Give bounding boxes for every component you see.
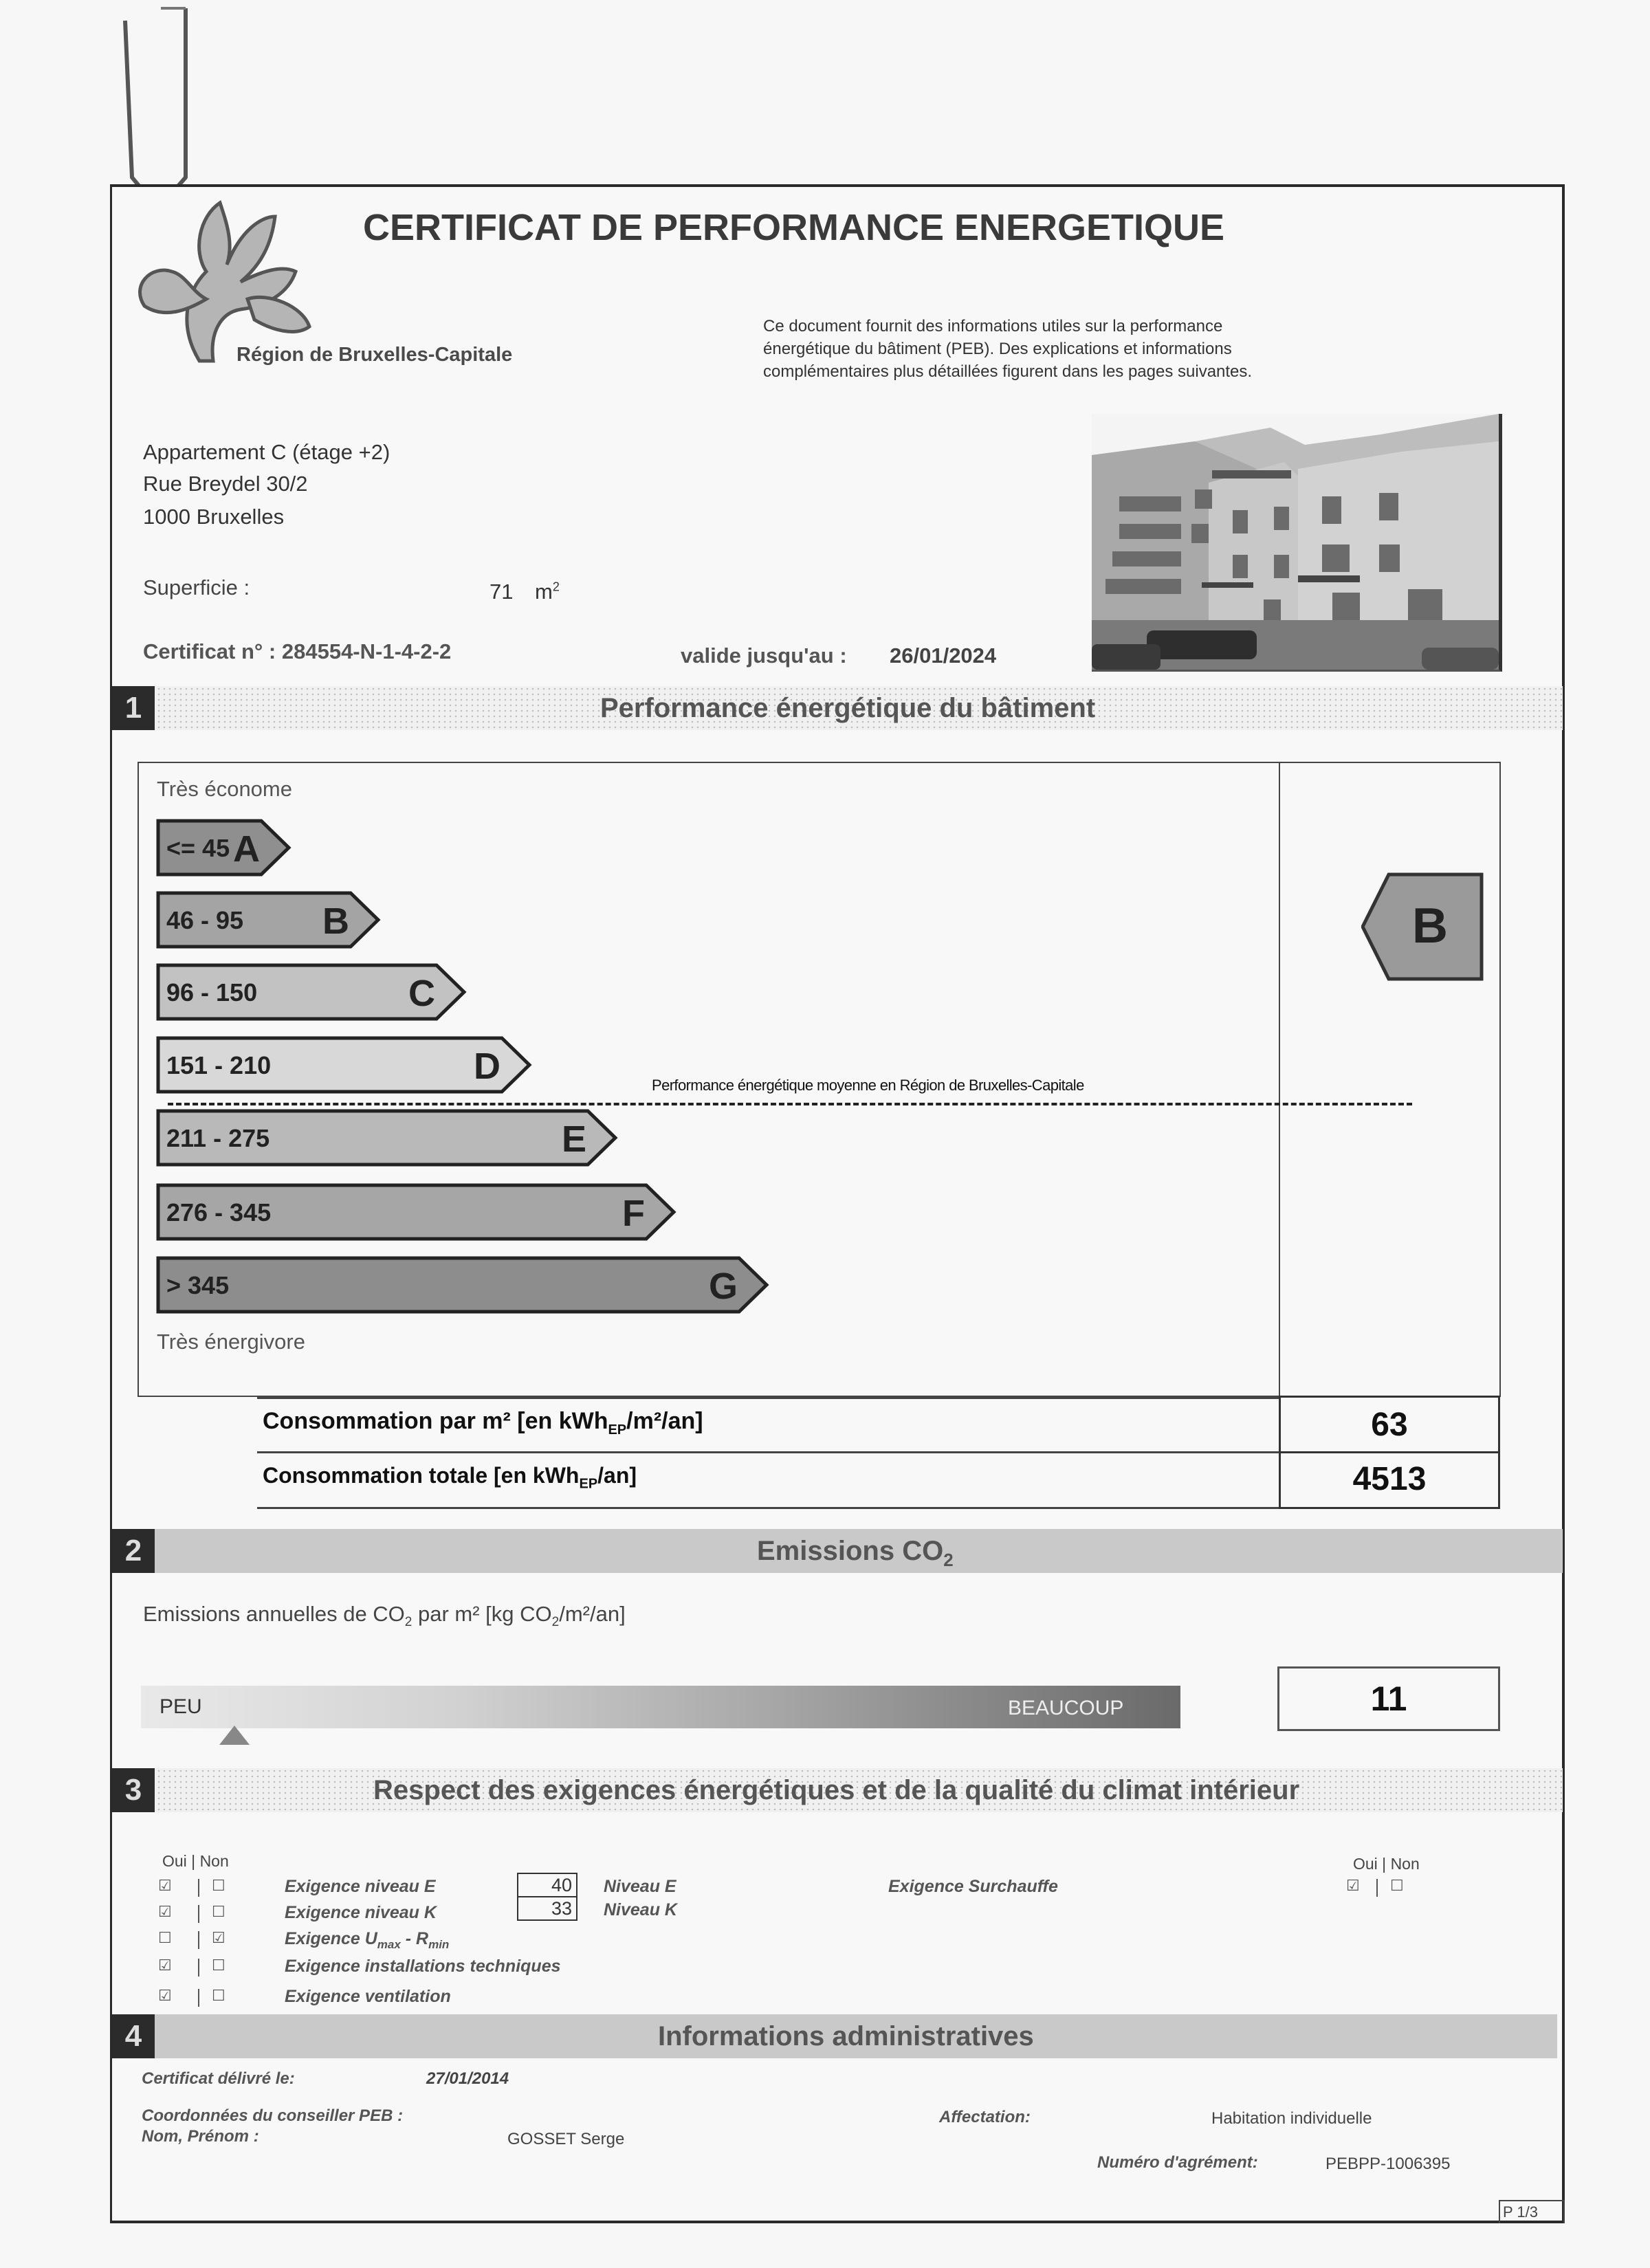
co2-high-label: BEAUCOUP xyxy=(1008,1697,1124,1719)
co2-desc-b: par m² [kg CO xyxy=(412,1602,552,1626)
surchauffe-non-checkbox[interactable]: ☐ xyxy=(1390,1877,1404,1894)
superficie-unit-base: m xyxy=(535,580,553,604)
requirement-oui-checkbox[interactable]: ☑ xyxy=(158,1877,172,1894)
section-4-title: Informations administratives xyxy=(658,2021,1034,2051)
co2-desc-sub2: 2 xyxy=(551,1615,560,1630)
consumption-total-label-text: Consommation totale [en kWh xyxy=(263,1463,580,1488)
energy-class-arrow xyxy=(158,1258,767,1312)
building-rating-arrow xyxy=(1361,872,1485,982)
level-e-label: Niveau E xyxy=(604,1877,676,1896)
superficie-value: 71 xyxy=(490,580,514,604)
consumption-total-value: 4513 xyxy=(1279,1451,1500,1509)
consumption-divider-top xyxy=(257,1397,1279,1399)
name-label: Nom, Prénom : xyxy=(142,2127,259,2146)
non-header: Non xyxy=(199,1852,229,1870)
requirement-oui-checkbox[interactable]: ☑ xyxy=(158,1987,172,2004)
section-2-title-text: Emissions CO xyxy=(757,1536,944,1566)
energy-class-letter: E xyxy=(561,1119,586,1160)
non-header-right: Non xyxy=(1390,1855,1420,1873)
consumption-divider-mid xyxy=(257,1451,1279,1453)
advisor-label: Coordonnées du conseiller PEB : xyxy=(142,2106,404,2125)
section-4-header xyxy=(112,2014,1557,2058)
requirement-non-checkbox[interactable]: ☐ xyxy=(212,1987,226,2004)
co2-desc-sub1: 2 xyxy=(404,1615,412,1630)
agrement-value: PEBPP-1006395 xyxy=(1326,2155,1451,2173)
superficie-unit xyxy=(535,580,560,604)
consumption-divider-bottom xyxy=(257,1507,1279,1509)
consumption-per-m2-sub: EP xyxy=(608,1422,627,1438)
requirement-oui-checkbox[interactable]: ☑ xyxy=(158,1957,172,1974)
requirement-separator xyxy=(198,1959,199,1977)
oui-header: Oui xyxy=(162,1852,187,1870)
energy-class-letter: A xyxy=(233,828,260,870)
consumption-per-m2-label-text: Consommation par m² [en kWh xyxy=(263,1408,608,1434)
requirement-oui-checkbox[interactable]: ☑ xyxy=(158,1903,172,1920)
requirement-label-text: Exigence niveau K xyxy=(285,1903,437,1922)
section-3-title: Respect des exigences énergétiques et de la qualité du climat intérieur xyxy=(373,1775,1300,1805)
energy-class-range: 276 - 345 xyxy=(166,1198,272,1226)
certificate-number: Certificat n° : 284554-N-1-4-2-2 xyxy=(143,639,452,663)
oui-header-right: Oui xyxy=(1353,1855,1378,1873)
address-line-2: Rue Breydel 30/2 xyxy=(143,472,308,496)
paperclip-icon xyxy=(117,5,199,212)
requirement-label-sub: min xyxy=(428,1938,450,1951)
surchauffe-oui-checkbox[interactable]: ☑ xyxy=(1346,1877,1360,1894)
surchauffe-separator xyxy=(1376,1879,1378,1897)
section-1-header xyxy=(112,686,1563,730)
energy-class-range: 211 - 275 xyxy=(166,1124,270,1152)
requirement-label-text: Exigence niveau E xyxy=(285,1877,436,1896)
consumption-per-m2-value: 63 xyxy=(1279,1396,1500,1453)
requirement-label xyxy=(285,1929,449,1952)
rating-column-divider xyxy=(1279,762,1280,1397)
energy-class-letter: B xyxy=(322,901,349,942)
requirement-non-checkbox[interactable]: ☐ xyxy=(212,1903,226,1920)
valid-until-label: valide jusqu'au : xyxy=(681,643,847,668)
energy-class-c xyxy=(158,965,464,1019)
superficie-label: Superficie : xyxy=(143,575,250,599)
consumption-total-sub: EP xyxy=(579,1476,598,1492)
section-4-number: 4 xyxy=(112,2014,155,2058)
energy-class-a xyxy=(158,821,289,874)
consumption-total-label-end: /an] xyxy=(597,1463,637,1488)
energy-class-f xyxy=(158,1185,674,1239)
energy-class-range: > 345 xyxy=(166,1271,230,1299)
agrement-label: Numéro d'agrément: xyxy=(1097,2153,1258,2172)
requirement-label-mid: - R xyxy=(400,1929,429,1948)
address-line-3: 1000 Bruxelles xyxy=(143,505,285,529)
co2-low-label: PEU xyxy=(160,1695,202,1718)
section-2-header xyxy=(112,1529,1563,1573)
surchauffe-label: Exigence Surchauffe xyxy=(888,1877,1058,1896)
consumption-per-m2-label-end: /m²/an] xyxy=(626,1408,703,1434)
requirement-label-text: Exigence ventilation xyxy=(285,1987,451,2006)
requirement-separator xyxy=(198,1879,199,1897)
requirement-label-text: Exigence installations techniques xyxy=(285,1957,561,1976)
section-2-title xyxy=(757,1529,954,1573)
requirement-non-checkbox[interactable]: ☐ xyxy=(212,1877,226,1894)
energy-class-letter: F xyxy=(622,1193,645,1234)
energy-class-letter: G xyxy=(708,1266,738,1307)
section-2-title-sub: 2 xyxy=(943,1550,954,1570)
energy-class-letter: D xyxy=(474,1046,500,1087)
valid-until-date: 26/01/2024 xyxy=(890,643,997,668)
oui-non-header-left: Oui | Non xyxy=(162,1852,229,1870)
affectation-value: Habitation individuelle xyxy=(1211,2109,1372,2128)
requirement-non-checkbox[interactable]: ☑ xyxy=(212,1929,226,1946)
energy-class-range: <= 45 xyxy=(166,834,230,862)
energy-class-range: 96 - 150 xyxy=(166,978,258,1006)
superficie-unit-exponent: 2 xyxy=(552,580,560,594)
energy-class-range: 46 - 95 xyxy=(166,906,244,934)
requirement-separator xyxy=(198,1931,199,1949)
advisor-name: GOSSET Serge xyxy=(507,2130,625,2148)
affectation-label: Affectation: xyxy=(939,2108,1031,2126)
level-e-value: 40 xyxy=(517,1873,578,1897)
consumption-total-label xyxy=(263,1463,637,1492)
energy-class-range: 151 - 210 xyxy=(166,1051,272,1079)
energy-class-scale xyxy=(158,811,777,1320)
scale-bottom-label: Très énergivore xyxy=(157,1330,305,1354)
requirement-separator xyxy=(198,1905,199,1923)
energy-class-b xyxy=(158,893,378,947)
building-photo xyxy=(1092,414,1502,672)
address-line-1: Appartement C (étage +2) xyxy=(143,440,390,464)
requirement-label xyxy=(285,1987,451,2007)
section-3-number: 3 xyxy=(112,1768,155,1812)
level-k-value: 33 xyxy=(517,1896,578,1921)
requirement-label xyxy=(285,1877,436,1897)
requirement-label xyxy=(285,1957,561,1977)
regional-average-line xyxy=(168,1103,1412,1105)
co2-position-marker-icon xyxy=(219,1726,250,1745)
energy-class-g xyxy=(158,1258,767,1312)
requirement-label-sub: max xyxy=(377,1938,401,1951)
building-rating-letter: B xyxy=(1412,899,1448,954)
region-name: Région de Bruxelles-Capitale xyxy=(236,344,513,366)
oui-non-header-right: Oui | Non xyxy=(1353,1855,1420,1873)
page-number: P 1/3 xyxy=(1499,2200,1565,2223)
energy-class-letter: C xyxy=(408,973,435,1014)
co2-desc-c: /m²/an] xyxy=(559,1602,626,1626)
requirement-label-text: Exigence U xyxy=(285,1929,377,1948)
energy-class-e xyxy=(158,1111,615,1165)
energy-class-d xyxy=(158,1038,529,1092)
requirement-oui-checkbox[interactable]: ☐ xyxy=(158,1929,172,1946)
requirement-non-checkbox[interactable]: ☐ xyxy=(212,1957,226,1974)
intro-text: Ce document fournit des informations utiles sur la performance énergétique du bâtiment (PEB). Des explications et informations complémentaires plus détaillées figurent dans les pages suivantes. xyxy=(763,317,1253,381)
document-title: CERTIFICAT DE PERFORMANCE ENERGETIQUE xyxy=(363,207,1225,248)
consumption-per-m2-label xyxy=(263,1408,703,1438)
co2-desc-a: Emissions annuelles de CO xyxy=(143,1602,405,1626)
section-1-title: Performance énergétique du bâtiment xyxy=(600,693,1096,723)
co2-description xyxy=(143,1602,626,1630)
requirement-label xyxy=(285,1903,437,1923)
section-1-number: 1 xyxy=(112,686,155,730)
section-2-number: 2 xyxy=(112,1529,155,1573)
level-k-label: Niveau K xyxy=(604,1900,677,1919)
delivered-date: 27/01/2014 xyxy=(426,2069,509,2088)
co2-value: 11 xyxy=(1277,1666,1500,1731)
section-3-header xyxy=(112,1768,1563,1812)
requirement-separator xyxy=(198,1989,199,2007)
delivered-label: Certificat délivré le: xyxy=(142,2069,295,2088)
regional-average-label: Performance énergétique moyenne en Région de Bruxelles-Capitale xyxy=(652,1077,1084,1094)
scale-top-label: Très économe xyxy=(157,777,292,801)
